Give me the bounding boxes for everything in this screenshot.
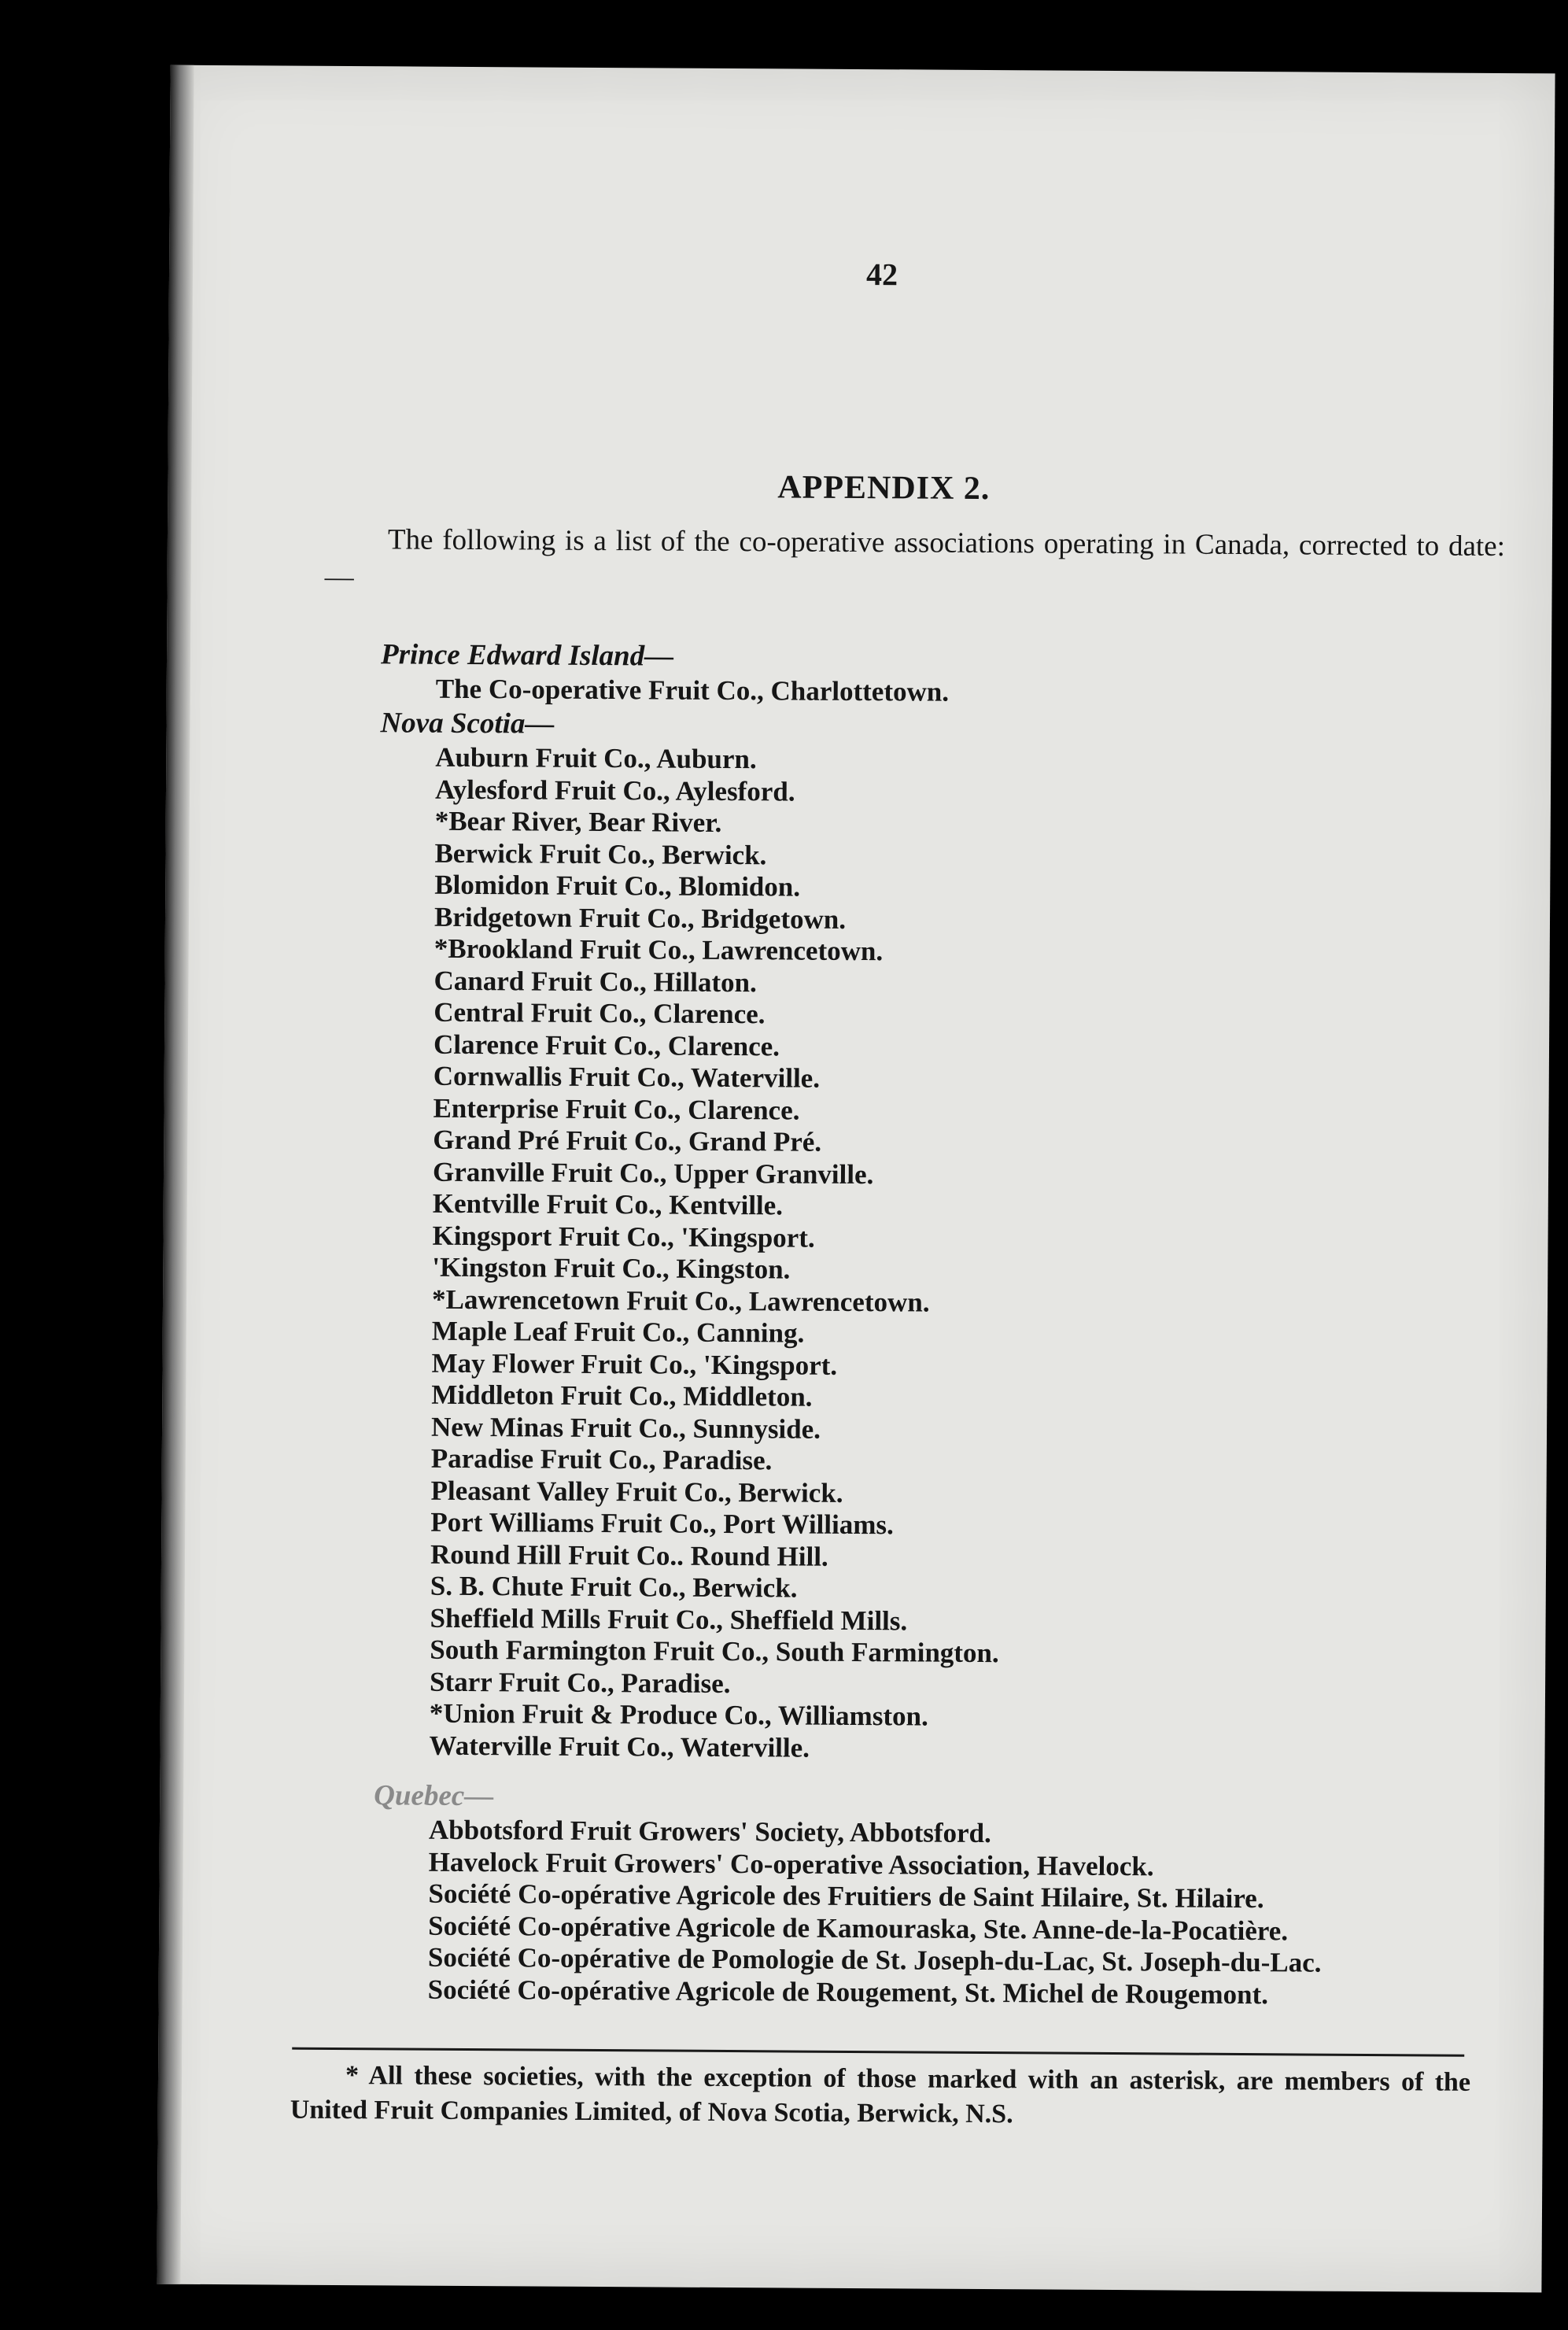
list-item: Blomidon Fruit Co., Blomidon. [434, 869, 801, 903]
list-item: Port Williams Fruit Co., Port Williams. [430, 1506, 894, 1541]
list-item: Canard Fruit Co., Hillaton. [434, 965, 757, 998]
list-item: Abbotsford Fruit Growers' Society, Abbotsford. [428, 1814, 991, 1849]
list-item: Société Co-opérative Agricole des Fruitiers de Saint Hilaire, St. Hilaire. [428, 1878, 1264, 1915]
section-nova-scotia [374, 705, 1497, 1768]
list-item: May Flower Fruit Co., 'Kingsport. [431, 1347, 838, 1381]
list-item: Kingsport Fruit Co., 'Kingsport. [432, 1220, 815, 1254]
section-title: Nova Scotia— [380, 707, 555, 740]
list-item: Cornwallis Fruit Co., Waterville. [433, 1060, 821, 1094]
section-title: Quebec— [374, 1779, 494, 1813]
list-item: Round Hill Fruit Co.. Round Hill. [430, 1538, 828, 1572]
list-item: Sheffield Mills Fruit Co., Sheffield Mills. [430, 1602, 908, 1636]
list-item: *Brookland Fruit Co., Lawrencetown. [434, 932, 884, 967]
list-item: Central Fruit Co., Clarence. [434, 996, 766, 1030]
list-item: Grand Pré Fruit Co., Grand Pré. [433, 1124, 822, 1158]
list-item: Starr Fruit Co., Paradise. [429, 1666, 731, 1699]
association-list [373, 1814, 1491, 2012]
appendix-heading: APPENDIX 2. [777, 469, 991, 508]
list-item: *Bear River, Bear River. [434, 805, 722, 838]
list-item: Bridgetown Fruit Co., Bridgetown. [434, 901, 847, 935]
list-item: Berwick Fruit Co., Berwick. [434, 837, 767, 870]
list-item: Middleton Fruit Co., Middleton. [431, 1379, 813, 1412]
section-title: Prince Edward Island— [380, 638, 674, 673]
list-item: Kentville Fruit Co., Kentville. [432, 1187, 784, 1221]
section-prince-edward-island [381, 637, 1499, 711]
book-page [157, 65, 1555, 2293]
list-item: Waterville Fruit Co., Waterville. [429, 1730, 810, 1763]
list-item: *Union Fruit & Produce Co., Williamston. [429, 1697, 928, 1732]
association-list [374, 741, 1497, 1768]
list-item: Auburn Fruit Co., Auburn. [435, 741, 757, 775]
list-item: Havelock Fruit Growers' Co-operative Association, Havelock. [428, 1846, 1154, 1881]
page-text-area [157, 65, 1555, 2293]
footnote: * All these societies, with the exception of those marked with an asterisk, are members of the United Fruit Companies Limited, of Nova Scotia, Berwick, N.S. [290, 2061, 1471, 2129]
list-item: South Farmington Fruit Co., South Farmington. [430, 1634, 999, 1669]
list-item: Société Co-opérative de Pomologie de St. Joseph-du-Lac, St. Joseph-du-Lac. [427, 1941, 1322, 1978]
list-item: Pleasant Valley Fruit Co., Berwick. [430, 1475, 843, 1508]
list-item: S. B. Chute Fruit Co., Berwick. [430, 1570, 798, 1604]
intro-paragraph: The following is a list of the co-operative associations operating in Canada, corrected to date:— [324, 523, 1506, 594]
section-quebec [373, 1778, 1492, 2012]
list-item: New Minas Fruit Co., Sunnyside. [430, 1411, 821, 1445]
page-number: 42 [865, 257, 898, 293]
list-item: The Co-operative Fruit Co., Charlottetown. [435, 673, 950, 707]
list-item: Aylesford Fruit Co., Aylesford. [434, 774, 795, 807]
list-item: Clarence Fruit Co., Clarence. [433, 1028, 780, 1062]
list-item: Société Co-opérative Agricole de Rougement, St. Michel de Rougemont. [427, 1974, 1269, 2010]
list-item: *Lawrencetown Fruit Co., Lawrencetown. [431, 1283, 930, 1318]
list-item: Maple Leaf Fruit Co., Canning. [431, 1315, 805, 1349]
list-item: 'Kingston Fruit Co., Kingston. [432, 1251, 791, 1285]
list-item: Granville Fruit Co., Upper Granville. [432, 1156, 874, 1190]
list-item: Enterprise Fruit Co., Clarence. [433, 1092, 800, 1126]
list-item: Paradise Fruit Co., Paradise. [430, 1442, 773, 1476]
list-item: Société Co-opérative Agricole de Kamouraska, Ste. Anne-de-la-Pocatière. [428, 1910, 1289, 1946]
footnote-divider [292, 2048, 1464, 2057]
